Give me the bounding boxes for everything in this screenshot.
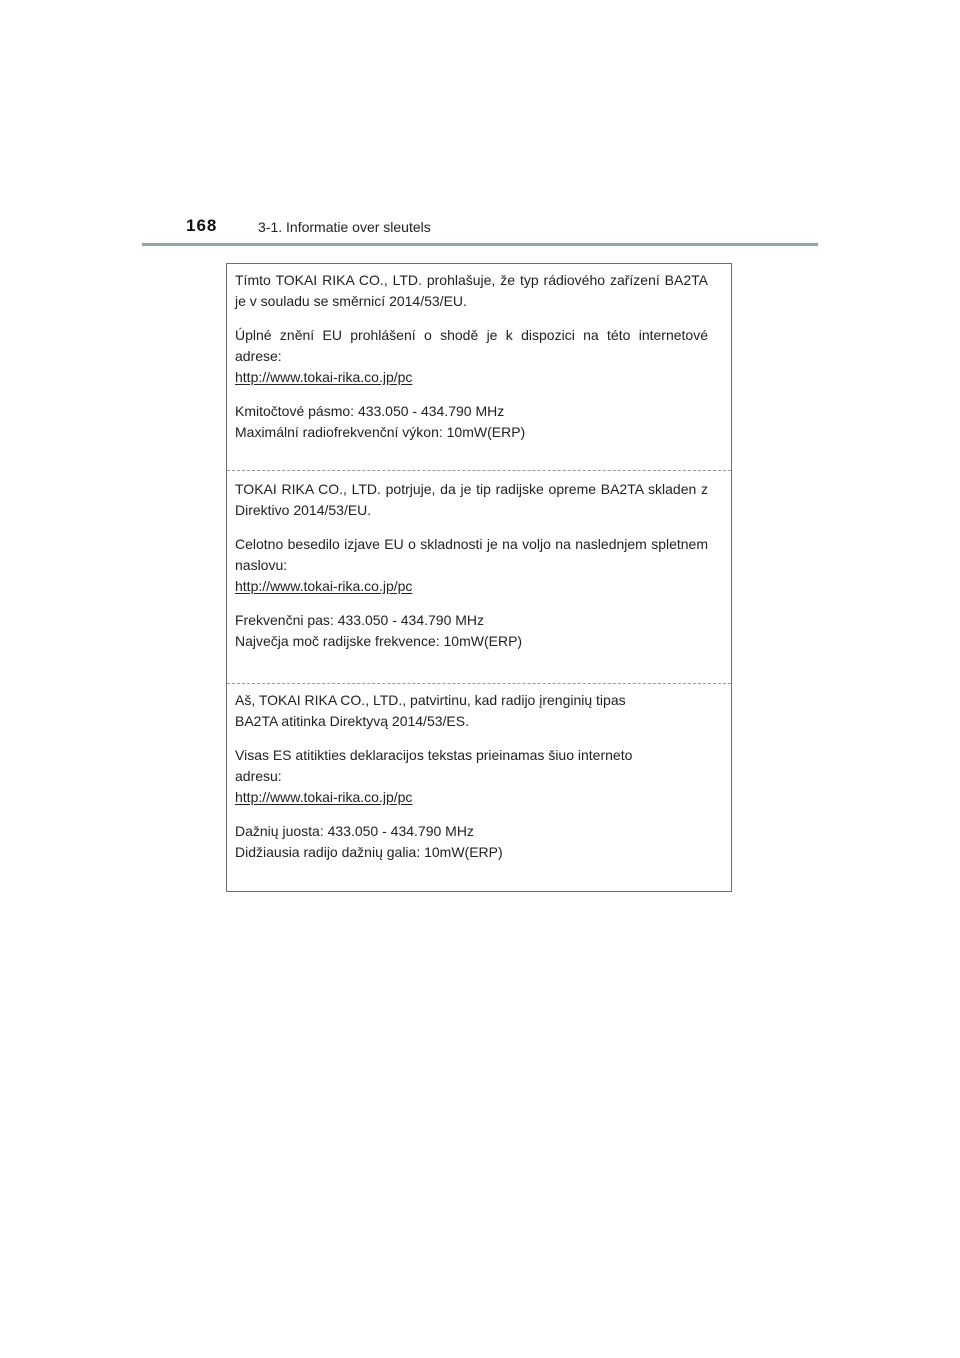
max-power-text: Maximální radiofrekvenční výkon: 10mW(ERP)	[235, 424, 526, 440]
frequency-band-text: Frekvenčni pas: 433.050 - 434.790 MHz	[235, 612, 485, 628]
declaration-section-lithuanian	[227, 690, 731, 863]
full-text-notice: Celotno besedilo izjave EU o skladnosti je na voljo na naslednjem spletnem naslovu:	[235, 536, 708, 573]
page-header	[142, 216, 818, 246]
max-power-text: Didžiausia radijo dažnių galia: 10mW(ERP)	[235, 844, 503, 860]
frequency-band-text: Kmitočtové pásmo: 433.050 - 434.790 MHz	[235, 403, 505, 419]
declaration-text: Tímto TOKAI RIKA CO., LTD. prohlašuje, že typ rádiového zařízení BA2TA je v souladu se směrnicí 2014/53/EU.	[235, 272, 708, 309]
full-text-notice-line: Visas ES atitikties deklaracijos tekstas prieinamas šiuo interneto	[235, 747, 633, 763]
declaration-text-line: Aš, TOKAI RIKA CO., LTD., patvirtinu, kad radijo įrenginių tipas	[235, 692, 626, 708]
declaration-url-link[interactable]: http://www.tokai-rika.co.jp/pc	[235, 578, 413, 594]
frequency-band-text: Dažnių juosta: 433.050 - 434.790 MHz	[235, 823, 474, 839]
max-power-text: Največja moč radijske frekvence: 10mW(ERP)	[235, 633, 523, 649]
declaration-section-slovenian	[227, 479, 731, 652]
declaration-text-line: BA2TA atitinka Direktyvą 2014/53/ES.	[235, 713, 469, 729]
declaration-url-link[interactable]: http://www.tokai-rika.co.jp/pc	[235, 789, 413, 805]
full-text-notice-line: adresu:	[235, 768, 282, 784]
full-text-notice	[235, 745, 708, 787]
declaration-text	[235, 690, 708, 732]
section-divider	[227, 470, 731, 471]
header-rule	[142, 243, 818, 246]
declaration-text: TOKAI RIKA CO., LTD. potrjuje, da je tip radijske opreme BA2TA skladen z Direktivo 2014/53/EU.	[235, 481, 708, 518]
declaration-section-czech	[227, 270, 731, 443]
declaration-url-link[interactable]: http://www.tokai-rika.co.jp/pc	[235, 369, 413, 385]
section-divider	[227, 683, 731, 684]
full-text-notice: Úplné znění EU prohlášení o shodě je k dispozici na této internetové adrese:	[235, 327, 708, 364]
section-title: 3-1. Informatie over sleutels	[258, 219, 431, 235]
page-number: 168	[186, 216, 218, 235]
declaration-box	[226, 263, 732, 892]
